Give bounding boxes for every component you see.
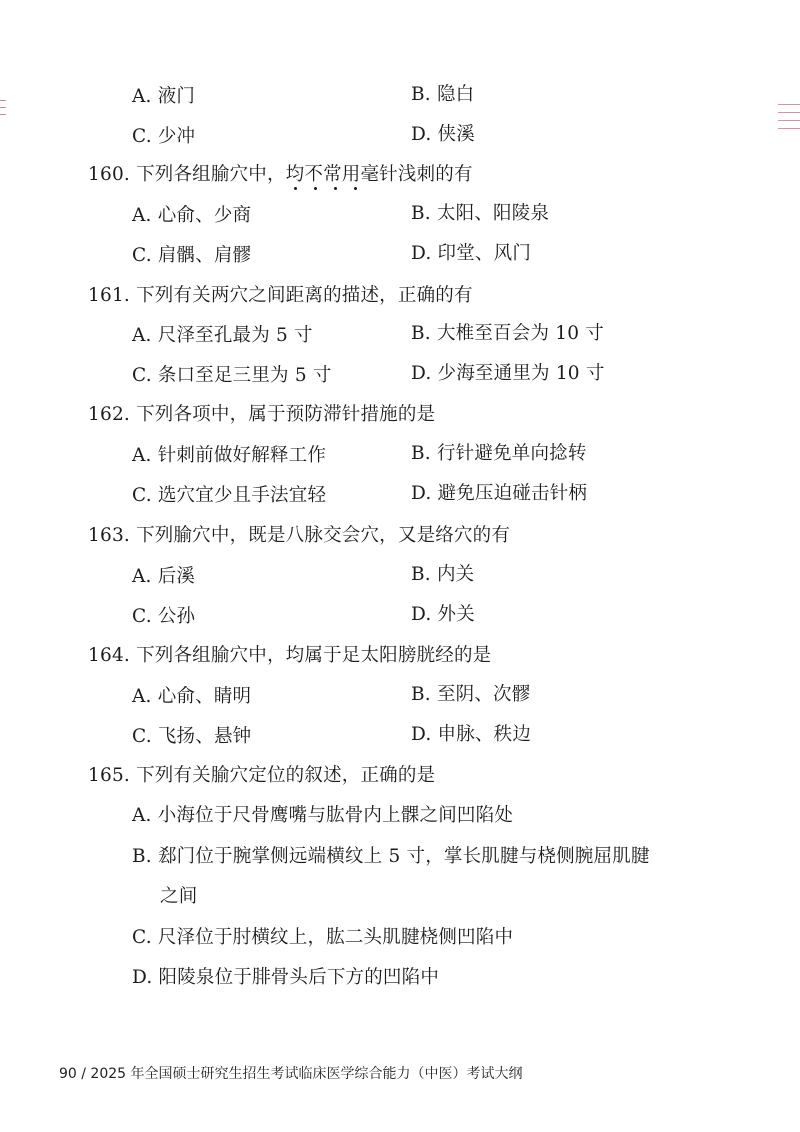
margin-mark-left [0,100,6,122]
option-164-d: D. 申脉、秩边 [411,724,532,745]
option-prev-a: A. 液门 [132,86,196,107]
option-162-d: D. 避免压迫碰击针柄 [411,483,588,504]
option-165-b: B. 郄门位于腕掌侧远端横纹上 5 寸，掌长肌腱与桡侧腕屈肌腱 [132,846,650,867]
option-161-d: D. 少海至通里为 10 寸 [411,363,605,384]
question-164: 164. 下列各组腧穴中，均属于足太阳膀胱经的是 [88,645,492,666]
question-163: 163. 下列腧穴中，既是八脉交会穴，又是络穴的有 [88,525,511,546]
option-163-c: C. 公孙 [132,606,196,627]
option-161-b: B. 大椎至百会为 10 寸 [411,323,604,344]
option-161-a: A. 尺泽至孔最为 5 寸 [132,325,313,346]
option-165-c: C. 尺泽位于肘横纹上，肱二头肌腱桡侧凹陷中 [132,927,514,948]
margin-mark-right [778,104,800,130]
option-161-c: C. 条口至足三里为 5 寸 [132,365,332,386]
option-165-a: A. 小海位于尺骨鹰嘴与肱骨内上髁之间凹陷处 [132,805,514,826]
page-footer: 90 / 2025 年全国硕士研究生招生考试临床医学综合能力（中医）考试大纲 [59,1066,523,1082]
question-165: 165. 下列有关腧穴定位的叙述，正确的是 [88,765,436,786]
option-162-b: B. 行针避免单向捻转 [411,443,587,464]
option-162-c: C. 选穴宜少且手法宜轻 [132,485,327,506]
option-163-d: D. 外关 [411,604,475,625]
option-165-d: D. 阳陵泉位于腓骨头后下方的凹陷中 [132,967,440,988]
question-162: 162. 下列各项中，属于预防滞针措施的是 [88,404,436,425]
option-prev-b: B. 隐白 [411,84,475,105]
option-164-c: C. 飞扬、悬钟 [132,726,252,747]
option-163-a: A. 后溪 [132,566,196,587]
option-164-a: A. 心俞、睛明 [132,686,252,707]
option-165-b-continued: 之间 [160,886,198,907]
question-160: 160. 下列各组腧穴中，均不常用毫针浅刺的有 [88,164,473,185]
option-164-b: B. 至阴、次髎 [411,684,531,705]
option-160-b: B. 太阳、阳陵泉 [411,203,550,224]
option-prev-d: D. 侠溪 [411,124,475,145]
option-163-b: B. 内关 [411,564,475,585]
option-160-c: C. 肩髃、肩髎 [132,245,252,266]
option-162-a: A. 针刺前做好解释工作 [132,445,327,466]
question-161: 161. 下列有关两穴之间距离的描述，正确的有 [88,285,473,306]
emphasis-dots [292,187,372,193]
option-160-a: A. 心俞、少商 [132,205,252,226]
option-prev-c: C. 少冲 [132,126,196,147]
option-160-d: D. 印堂、风门 [411,243,532,264]
